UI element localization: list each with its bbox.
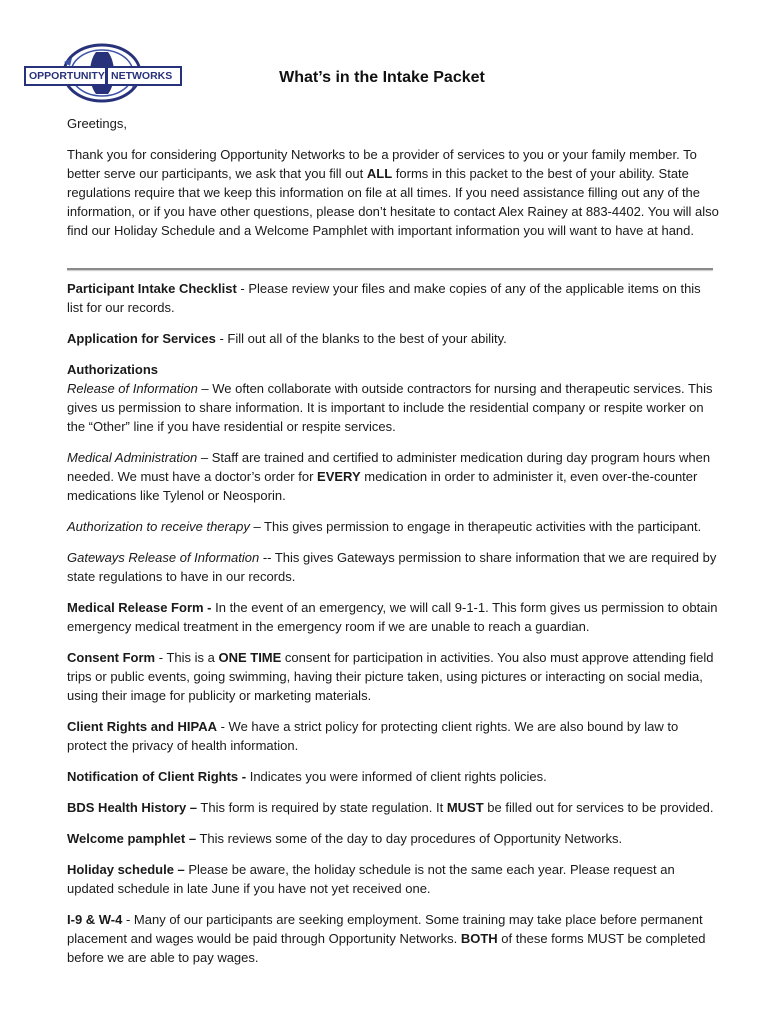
intro-all-emphasis: ALL: [366, 166, 393, 181]
divider-rule: [67, 268, 713, 270]
one-time-emphasis: ONE TIME: [218, 650, 282, 665]
item-medical-release: [67, 598, 719, 636]
item-label: Welcome pamphlet –: [67, 831, 197, 846]
item-label: Consent Form: [67, 650, 156, 665]
logo-text-left: OPPORTUNITY: [24, 66, 107, 86]
item-label: Authorization to receive therapy: [67, 519, 250, 534]
item-label: Medical Administration: [67, 450, 198, 465]
packet-items: [67, 279, 719, 979]
item-text: medication in order to administer it, even over-the-counter medications like Tylenol or Neosporin.: [67, 469, 698, 503]
intro-text-1: Thank you for considering Opportunity Networks to be a provider of services to you or your family member. To better serve our participants, we ask that you fill out: [67, 147, 697, 181]
item-text: In the event of an emergency, we will call 9-1-1. This form gives us permission to obtain emergency medical treatment in the emergency room if we are unable to reach a guardian.: [67, 600, 718, 634]
item-holiday-schedule: [67, 860, 719, 898]
item-label: Holiday schedule –: [67, 862, 185, 877]
opportunity-networks-logo: [22, 42, 182, 104]
item-release-of-information: [67, 379, 719, 436]
item-notification: [67, 767, 719, 786]
item-therapy-authorization: [67, 517, 719, 536]
item-client-rights: [67, 717, 719, 755]
intro-section: [67, 114, 719, 252]
item-text: of these forms MUST be completed before we are able to pay wages.: [67, 931, 706, 965]
item-label: Gateways Release of Information: [67, 550, 260, 565]
item-text: consent for participation in activities. You also must approve attending field trips or public events, going swimming, having their picture taken, using pictures or interacting on social media, using their image for publicity or marketing materials.: [67, 650, 714, 703]
item-text: – Staff are trained and certified to administer medication during day program hours when needed. We must have a doctor’s order for: [67, 450, 711, 484]
item-text: -- This gives Gateways permission to share information that we are required by state regulations to have in our records.: [67, 550, 717, 584]
item-text: – This gives permission to engage in therapeutic activities with the participant.: [249, 519, 702, 534]
must-emphasis: MUST: [446, 800, 484, 815]
both-emphasis: BOTH: [460, 931, 498, 946]
item-gateways-release: [67, 548, 719, 586]
item-consent-form: [67, 648, 719, 705]
item-text: be filled out for services to be provided.: [483, 800, 714, 815]
item-bds-health-history: [67, 798, 719, 817]
item-label: Client Rights and HIPAA: [67, 719, 217, 734]
item-text: Indicates you were informed of client rights policies.: [246, 769, 547, 784]
item-label: Release of Information: [67, 381, 198, 396]
authorizations-heading: [67, 360, 719, 379]
every-emphasis: EVERY: [317, 469, 361, 484]
item-label: BDS Health History –: [67, 800, 198, 815]
intro-paragraph: [67, 145, 719, 240]
intro-text-2: forms in this packet to the best of your ability. State regulations require that we keep this information on file at all times. If you need assistance filling out any of the information, or if you have other questions, please don’t hesitate to contact Alex Rainey at 883-4402. You will also find our Holiday Schedule and a Welcome Pamphlet with important information you will want to have at hand.: [67, 166, 719, 238]
section-heading: Authorizations: [67, 362, 158, 377]
item-text: - Many of our participants are seeking employment. Some training may take place before permanent placement and wages would be paid through Opportunity Networks.: [67, 912, 703, 946]
item-i9-w4: [67, 910, 719, 967]
item-label: Notification of Client Rights -: [67, 769, 247, 784]
item-welcome-pamphlet: [67, 829, 719, 848]
item-text: - Fill out all of the blanks to the best of your ability.: [215, 331, 507, 346]
item-intake-checklist: [67, 279, 719, 317]
greeting: Greetings,: [67, 116, 127, 131]
item-text: - This is a: [155, 650, 219, 665]
item-text: - We have a strict policy for protecting client rights. We are also bound by law to protect the privacy of health information.: [67, 719, 679, 753]
item-label: Participant Intake Checklist: [67, 281, 237, 296]
item-text: Please be aware, the holiday schedule is not the same each year. Please request an updated schedule in late June if you have not yet received one.: [67, 862, 675, 896]
logo-text-right: NETWORKS: [106, 66, 182, 86]
item-text: – We often collaborate with outside contractors for nursing and therapeutic services. This gives us permission to share information. It is important to include the residential company or respite worker on the “Other” line if you have residential or respite services.: [67, 381, 713, 434]
item-medical-administration: [67, 448, 719, 505]
item-text: This form is required by state regulation. It: [197, 800, 447, 815]
item-label: Medical Release Form -: [67, 600, 212, 615]
page-title: What’s in the Intake Packet: [279, 69, 485, 86]
item-label: Application for Services: [67, 331, 216, 346]
item-label: I-9 & W-4: [67, 912, 123, 927]
item-application: [67, 329, 719, 348]
item-text: This reviews some of the day to day procedures of Opportunity Networks.: [196, 831, 623, 846]
item-text: - Please review your files and make copies of any of the applicable items on this list for our records.: [67, 281, 701, 315]
